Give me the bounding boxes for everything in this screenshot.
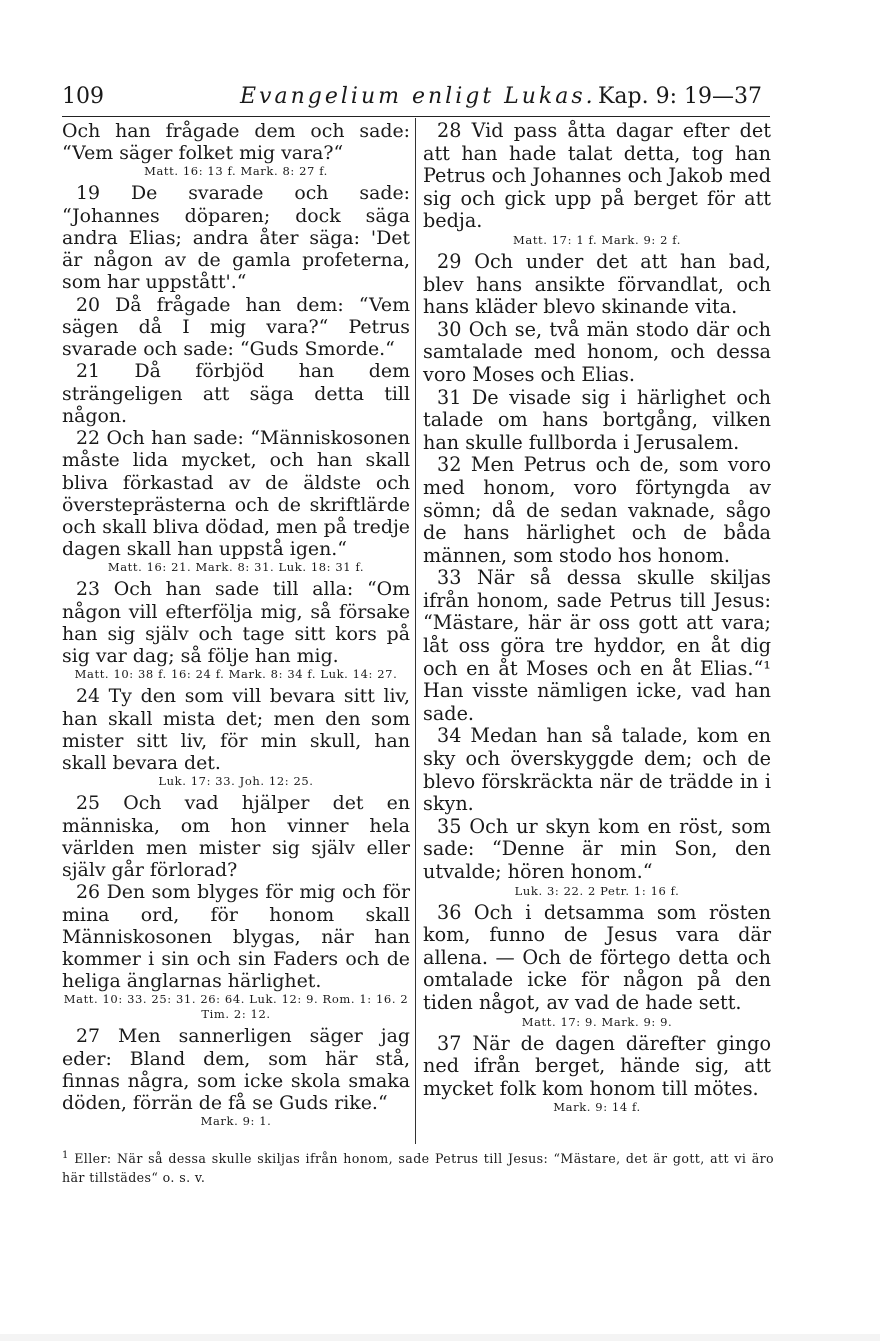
verse-paragraph: 29 Och under det att han bad, blev hans ansikte förvandlat, och hans kläder blevo skinande vita.	[423, 249, 771, 319]
cross-reference: Mark. 9: 14 f.	[553, 1100, 641, 1115]
verse-paragraph: 26 Den som blyges för mig och för mina ord, för honom skall Människosonen blygas, när han kommer i sin och sin Faders och de heliga änglarnas härlighet.	[62, 881, 410, 993]
cross-reference: Matt. 17: 1 f. Mark. 9: 2 f.	[512, 232, 681, 247]
cross-reference: Matt. 16: 13 f. Mark. 8: 27 f.	[144, 164, 328, 179]
verse-paragraph: 20 Då frågade han dem: “Vem sägen då I mig vara?“ Petrus svarade och sade: “Guds Smorde.“	[62, 293, 410, 361]
verse-paragraph: 32 Men Petrus och de, som voro med honom, voro förtyngda av sömn; då de sedan vaknade, sågo de hans härlighet och de båda männen, som stodo hos honom.	[423, 453, 771, 567]
cross-reference: Mark. 9: 1.	[200, 1114, 272, 1129]
verse-paragraph: 27 Men sannerligen säger jag eder: Bland dem, som här stå, finnas några, som icke skola smaka döden, förrän de få se Guds rike.“	[62, 1025, 410, 1115]
verse-paragraph: 36 Och i detsamma som rösten kom, funno de Jesus vara där allena. — Och de förtego detta och omtalade icke för någon på den tiden något, av vad de hade sett.	[423, 900, 771, 1014]
cross-reference: Luk. 3: 22. 2 Petr. 1: 16 f.	[514, 883, 680, 898]
cross-reference: Matt. 17: 9. Mark. 9: 9.	[521, 1014, 673, 1029]
book-title: Evangelium enligt Lukas.	[240, 84, 596, 109]
chapter-reference: Kap. 9: 19—37	[597, 84, 762, 109]
verse-paragraph: 31 De visade sig i härlighet och talade om hans bortgång, vilken han skulle fullborda i Jerusalem.	[423, 385, 771, 454]
cross-reference: Matt. 10: 38 f. 16: 24 f. Mark. 8: 34 f. Luk. 14: 27.	[74, 667, 398, 682]
verse-paragraph: 24 Ty den som vill bevara sitt liv, han skall mista det; men den som mister sitt liv, för min skull, han skall bevara det.	[62, 685, 410, 775]
left-text-column	[62, 120, 410, 1132]
column-divider	[415, 118, 416, 1144]
verse-paragraph: 21 Då förbjöd han dem strängeligen att säga detta till någon.	[62, 360, 410, 427]
cross-reference: Matt. 16: 21. Mark. 8: 31. Luk. 18: 31 f.	[107, 560, 365, 575]
verse-paragraph: 22 Och han sade: “Människosonen måste lida mycket, och han skall bliva förkastad av de äldste och översteprästerna och de skriftlärde och skall bliva dödad, men på tredje dagen skall han uppstå igen.“	[62, 427, 410, 561]
footnote	[62, 1146, 774, 1187]
page-bottom-edge	[0, 1334, 880, 1341]
verse-paragraph: 34 Medan han så talade, kom en sky och överskyggde dem; och de blevo förskräckta när de trädde in i skyn.	[423, 724, 771, 816]
cross-reference: Luk. 17: 33. Joh. 12: 25.	[158, 774, 314, 789]
verse-paragraph: 35 Och ur skyn kom en röst, som sade: “Denne är min Son, den utvalde; hören honom.“	[423, 814, 771, 883]
verse-paragraph: 28 Vid pass åtta dagar efter det att han hade talat detta, tog han Petrus och Johannes och Jakob med sig och gick upp på berget för att bedja.	[423, 119, 771, 233]
page-number: 109	[62, 84, 104, 109]
running-header	[62, 82, 770, 117]
verse-paragraph: Och han frågade dem och sade: “Vem säger folket mig vara?“	[62, 120, 410, 165]
cross-reference: Matt. 10: 33. 25: 31. 26: 64. Luk. 12: 9. Rom. 1: 16. 2 Tim. 2: 12.	[63, 992, 409, 1022]
verse-paragraph: 23 Och han sade till alla: “Om någon vill efterfölja mig, så försake han sig själv och tage sitt kors på sig var dag; så följe han mig.	[62, 578, 410, 668]
verse-paragraph: 37 När de dagen därefter gingo ned ifrån berget, hände sig, att mycket folk kom honom till mötes.	[423, 1031, 771, 1100]
right-text-column	[423, 120, 771, 1118]
verse-paragraph: 30 Och se, två män stodo där och samtalade med honom, och dessa voro Moses och Elias.	[423, 317, 771, 386]
verse-paragraph: 33 När så dessa skulle skiljas ifrån honom, sade Petrus till Jesus: “Mästare, här är oss gott att vara; låt oss göra tre hyddor, en åt dig och en åt Moses och en åt Elias.“¹ Han visste nämligen icke, vad han sade.	[423, 566, 771, 725]
footnote-marker: 1	[62, 1150, 69, 1161]
footnote-text: Eller: När så dessa skulle skiljas ifrån honom, sade Petrus till Jesus: “Mästare, det är gott, att vi äro här tillstädes“ o. s. v.	[62, 1151, 775, 1186]
verse-paragraph: 25 Och vad hjälper det en människa, om hon vinner hela världen men mister sig själv eller själv går förlorad?	[62, 792, 410, 882]
verse-paragraph: 19 De svarade och sade: “Johannes döparen; dock säga andra Elias; andra åter säga: 'Det är någon av de gamla profeterna, som har uppstått'.“	[62, 182, 410, 294]
